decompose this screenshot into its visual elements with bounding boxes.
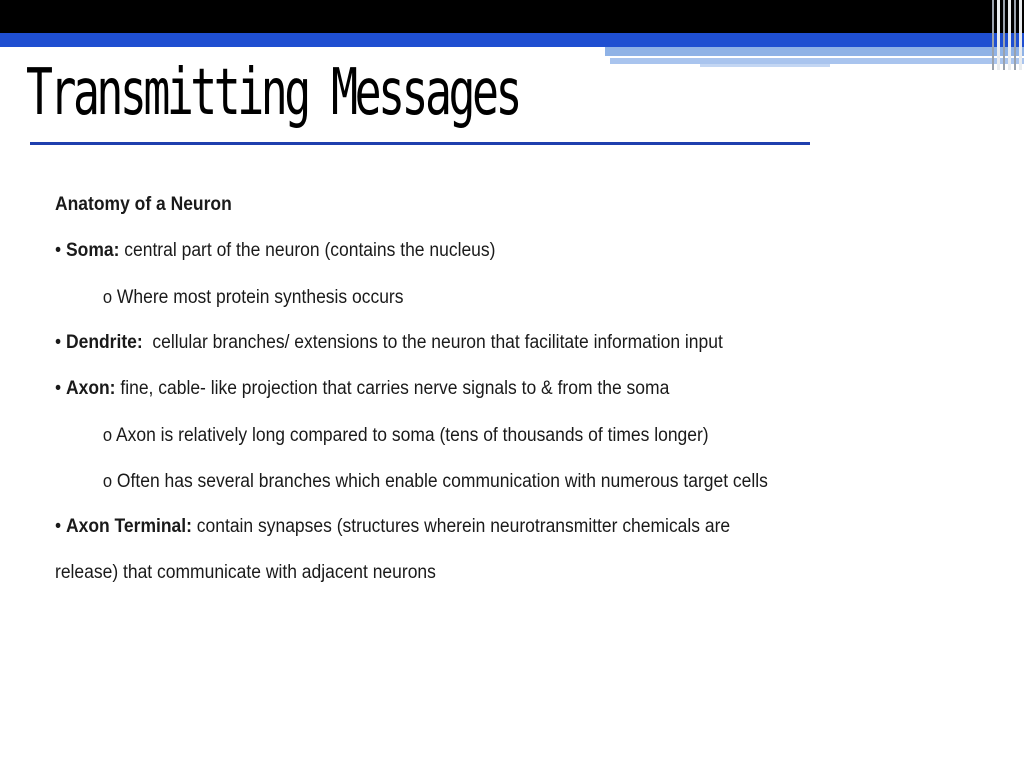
slide-title: Transmitting Messages xyxy=(26,56,519,130)
sub-bullet-marker: o xyxy=(102,287,113,307)
sub-bullet-text: Where most protein synthesis occurs xyxy=(116,287,404,308)
term-label: Soma: xyxy=(65,240,120,261)
section-heading: Anatomy of a Neuron xyxy=(55,194,232,215)
term-description: contain synapses (structures wherein neurotransmitter chemicals are xyxy=(191,516,731,537)
sub-bullet-text: Axon is relatively long compared to soma (tens of thousands of times longer) xyxy=(115,425,709,446)
header-stripe xyxy=(997,0,1000,70)
term-label: Dendrite: xyxy=(65,332,143,353)
bullet-dendrite xyxy=(55,320,883,366)
term-label: Axon: xyxy=(65,378,116,399)
header-black-bar xyxy=(0,0,1024,33)
sub-bullet-axon-length xyxy=(55,412,883,458)
bullet-marker: • xyxy=(55,332,62,353)
term-description: fine, cable- like projection that carries nerve signals to & from the soma xyxy=(115,378,670,399)
header-light-blue-bar xyxy=(605,47,1024,56)
sub-bullet-marker: o xyxy=(102,471,113,491)
slide-body xyxy=(55,182,955,596)
header-stripe xyxy=(1019,0,1022,70)
header-stripe xyxy=(1014,0,1016,70)
bullet-axon xyxy=(55,366,883,412)
sub-bullet-axon-branches xyxy=(55,458,883,504)
term-description: central part of the neuron (contains the nucleus) xyxy=(119,240,496,261)
header-stripe xyxy=(1003,0,1005,70)
sub-bullet-marker: o xyxy=(102,425,113,445)
sub-bullet-protein-synthesis xyxy=(55,274,883,320)
bullet-marker: • xyxy=(55,240,62,261)
bullet-continuation: release) that communicate with adjacent neurons xyxy=(55,562,436,583)
title-underline xyxy=(30,142,810,145)
bullet-soma xyxy=(55,228,883,274)
header-blue-bar xyxy=(0,33,1024,47)
header-stripe xyxy=(1008,0,1011,70)
bullet-marker: • xyxy=(55,378,62,399)
term-label: Axon Terminal: xyxy=(65,516,192,537)
header-light-blue-bar-3 xyxy=(700,64,830,67)
header-stripe xyxy=(992,0,994,70)
term-description: cellular branches/ extensions to the neuron that facilitate information input xyxy=(142,332,723,353)
sub-bullet-text: Often has several branches which enable communication with numerous target cells xyxy=(116,471,768,492)
bullet-axon-terminal xyxy=(55,504,883,550)
bullet-marker: • xyxy=(55,516,62,537)
